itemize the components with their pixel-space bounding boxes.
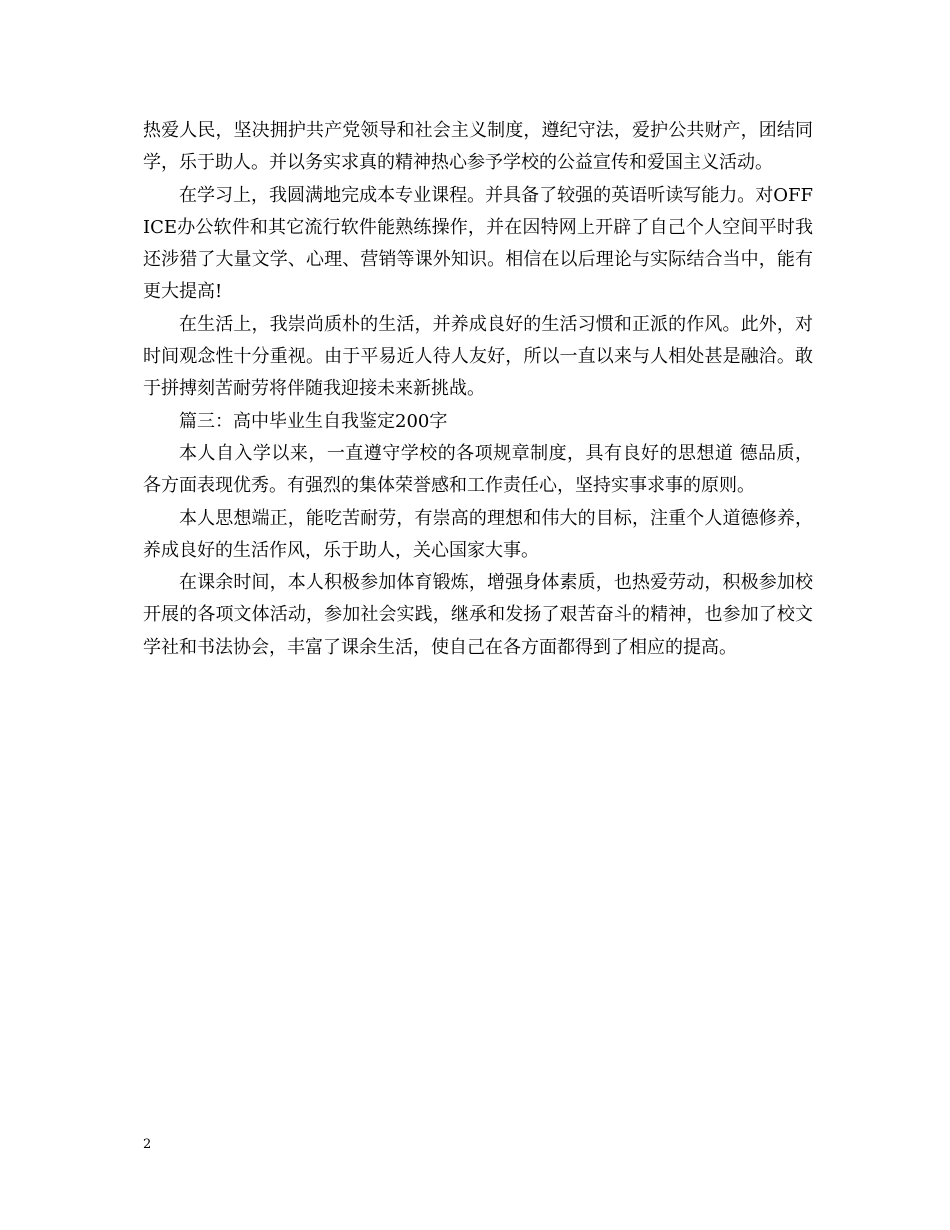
paragraph-7: 在课余时间，本人积极参加体育锻炼，增强身体素质，也热爱劳动，积极参加校开展的各项文体活动，参加社会实践，继承和发扬了艰苦奋斗的精神，也参加了校文学社和书法协会，丰富了课余生活，使自己在各方面都得到了相应的提高。 — [143, 572, 813, 658]
paragraph-3: 在生活上，我崇尚质朴的生活，并养成良好的生活习惯和正派的作风。此外，对时间观念性十分重视。由于平易近人待人友好，所以一直以来与人相处甚是融洽。敢于拼搏刻苦耐劳将伴随我迎接未来新挑战。 — [143, 313, 813, 400]
paragraph-2: 在学习上，我圆满地完成本专业课程。并具备了较强的英语听读写能力。对OFFICE办公软件和其它流行软件能熟练操作，并在因特网上开辟了自己个人空间平时我还涉猎了大量文学、心理、营销等课外知识。相信在以后理论与实际结合当中，能有更大提高! — [143, 184, 813, 303]
paragraph-1: 热爱人民，坚决拥护共产党领导和社会主义制度，遵纪守法，爱护公共财产，团结同学，乐于助人。并以务实求真的精神热心参予学校的公益宣传和爱国主义活动。 — [143, 120, 813, 174]
paragraph-5: 本人自入学以来，一直遵守学校的各项规章制度，具有良好的思想道 德品质，各方面表现优秀。有强烈的集体荣誉感和工作责任心，坚持实事求事的原则。 — [143, 442, 813, 497]
page-number: 2 — [143, 1137, 152, 1152]
paragraph-6: 本人思想端正，能吃苦耐劳，有崇高的理想和伟大的目标，注重个人道德修养，养成良好的生活作风，乐于助人，关心国家大事。 — [143, 507, 813, 561]
section-heading: 篇三：高中毕业生自我鉴定200字 — [179, 410, 448, 432]
document-body — [143, 115, 813, 664]
